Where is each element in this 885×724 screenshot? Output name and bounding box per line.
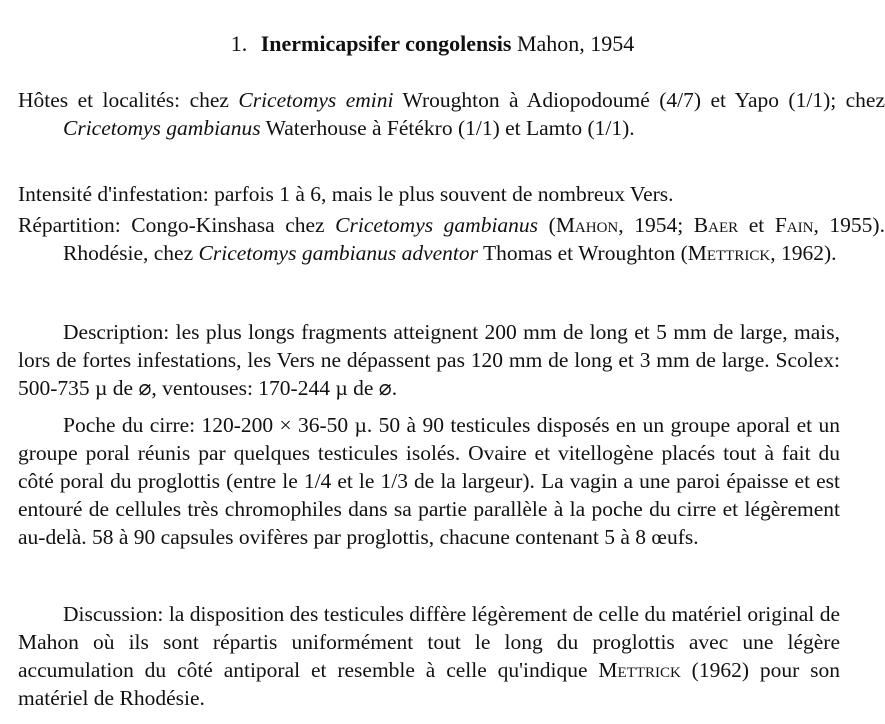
author-name: Mettrick [598, 658, 681, 682]
host-name: Cricetomys emini [238, 88, 394, 112]
hosts-text: Wroughton à Adiopodoumé (4/7) et Yapo (1/1); chez [393, 88, 885, 112]
cirrus-pouch-paragraph: Poche du cirre: 120-200 × 36-50 µ. 50 à 90 testicules disposés en un groupe aporal et un groupe poral réunis par quelques testicules isolés. Ovaire et vitellogène placés tout à fait du côté poral du proglottis (entre le 1/4 et le 1/3 de la largeur). La vagin a une paroi épaisse et est entouré de cellules très chromophiles dans sa partie parallèle à la poche du cirre et légèrement au-delà. 58 à 90 capsules ovifères par proglottis, chacune contenant 5 à 8 œufs. [18, 413, 840, 549]
host-name: Cricetomys gambianus [335, 213, 539, 237]
discussion-text: Discussion: la disposition des testicules diffère légèrement de celle du matériel original de Mahon où ils sont répartis uniformément tout le long du proglottis avec une légère accumulation du côté antiporal et resemble à celle qu'indique [18, 602, 840, 682]
hosts-label: Hôtes et localités: [18, 88, 181, 112]
distribution-text: , 1955). Rhodésie, chez [63, 213, 885, 265]
distribution-text: , 1954; [618, 213, 694, 237]
species-name: Inermicapsifer congolensis [260, 31, 512, 56]
species-authority: Mahon, 1954 [516, 31, 635, 56]
species-heading [0, 31, 865, 57]
hosts-text: chez [180, 88, 239, 112]
author-name: Baer [693, 213, 739, 237]
distribution-text: Thomas et Wroughton ( [478, 241, 688, 265]
distribution-text: ( [538, 213, 556, 237]
author-name: Mettrick [687, 241, 771, 265]
distribution-text: Répartition: Congo-Kinshasa chez [18, 213, 336, 237]
host-name: Cricetomys gambianus [63, 116, 261, 140]
host-name: Cricetomys gambianus adventor [198, 241, 478, 265]
discussion-text: (1962) pour son matériel de Rhodésie. [18, 658, 840, 710]
discussion-paragraph [18, 600, 840, 712]
hosts-text: Waterhouse à Fétékro (1/1) et Lamto (1/1). [260, 116, 635, 140]
distribution-text: , 1962). [770, 241, 837, 265]
distribution-text: et [738, 213, 775, 237]
hosts-localities [18, 86, 885, 142]
species-number: 1. [230, 31, 248, 56]
author-name: Fain [774, 213, 814, 237]
infestation-intensity: Intensité d'infestation: parfois 1 à 6, mais le plus souvent de nombreux Vers. [18, 182, 674, 206]
author-name: Mahon [555, 213, 619, 237]
distribution [18, 211, 885, 267]
description-paragraph: Description: les plus longs fragments atteignent 200 mm de long et 5 mm de large, mais, lors de fortes infestations, les Vers ne dépassent pas 120 mm de long et 3 mm de large. Scolex: 500-735 µ de ⌀, ventouses: 170-244 µ de ⌀. [18, 320, 840, 400]
